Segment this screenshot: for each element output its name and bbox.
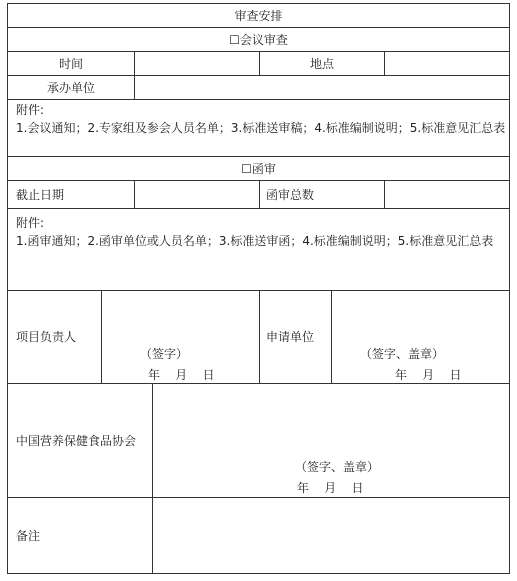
total-letters-field[interactable]: [384, 180, 510, 209]
review-arrangement-title: 审查安排: [234, 9, 283, 23]
organizer-label: 承办单位: [46, 81, 95, 95]
applicant-sign-seal-note: （签字、盖章）: [360, 347, 445, 361]
letter-review-option[interactable]: ☐函审: [241, 162, 276, 176]
project-lead-signature-note: （签字）: [140, 347, 189, 361]
project-lead-label: 项目负责人: [16, 330, 77, 344]
letter-review-row[interactable]: [7, 156, 510, 181]
place-label-cell: [259, 51, 385, 76]
organizer-field[interactable]: [134, 75, 510, 100]
meeting-attachments-cell: [7, 99, 510, 157]
applicant-label-cell: [259, 290, 332, 384]
association-date-line: 年 月 日: [297, 481, 364, 495]
remarks-field[interactable]: [152, 497, 510, 574]
association-label: 中国营养保健食品协会: [16, 434, 137, 448]
meeting-attachments-label: 附件:: [16, 103, 45, 117]
total-letters-label-cell: [259, 180, 385, 209]
applicant-label: 申请单位: [266, 330, 315, 344]
deadline-label: 截止日期: [16, 188, 65, 202]
letter-attachments-cell: [7, 208, 510, 291]
project-lead-date-line: 年 月 日: [148, 368, 215, 382]
deadline-label-cell: [7, 180, 135, 209]
time-label: 时间: [58, 57, 83, 71]
association-label-cell: [7, 383, 153, 498]
meeting-attachments-list: 1.会议通知；2.专家组及参会人员名单；3.标准送审稿；4.标准编制说明；5.标准意见汇总表: [16, 121, 506, 135]
applicant-signature-area[interactable]: [331, 290, 510, 384]
association-sign-seal-note: （签字、盖章）: [295, 460, 380, 474]
meeting-review-row[interactable]: [7, 27, 510, 52]
review-arrangement-header: [7, 3, 510, 28]
place-field[interactable]: [384, 51, 510, 76]
letter-attachments-list: 1.函审通知；2.函审单位或人员名单；3.标准送审函；4.标准编制说明；5.标准意见汇总表: [16, 234, 494, 248]
deadline-field[interactable]: [134, 180, 260, 209]
meeting-review-option[interactable]: ☐会议审查: [229, 33, 288, 47]
applicant-date-line: 年 月 日: [395, 368, 462, 382]
association-signature-area[interactable]: [152, 383, 510, 498]
time-label-cell: [7, 51, 135, 76]
remarks-label: 备注: [16, 529, 41, 543]
project-lead-label-cell: [7, 290, 102, 384]
time-field[interactable]: [134, 51, 260, 76]
total-letters-label: 函审总数: [266, 188, 315, 202]
project-lead-signature-area[interactable]: [101, 290, 260, 384]
remarks-label-cell: [7, 497, 153, 574]
letter-attachments-label: 附件:: [16, 216, 45, 230]
organizer-label-cell: [7, 75, 135, 100]
place-label: 地点: [309, 57, 334, 71]
